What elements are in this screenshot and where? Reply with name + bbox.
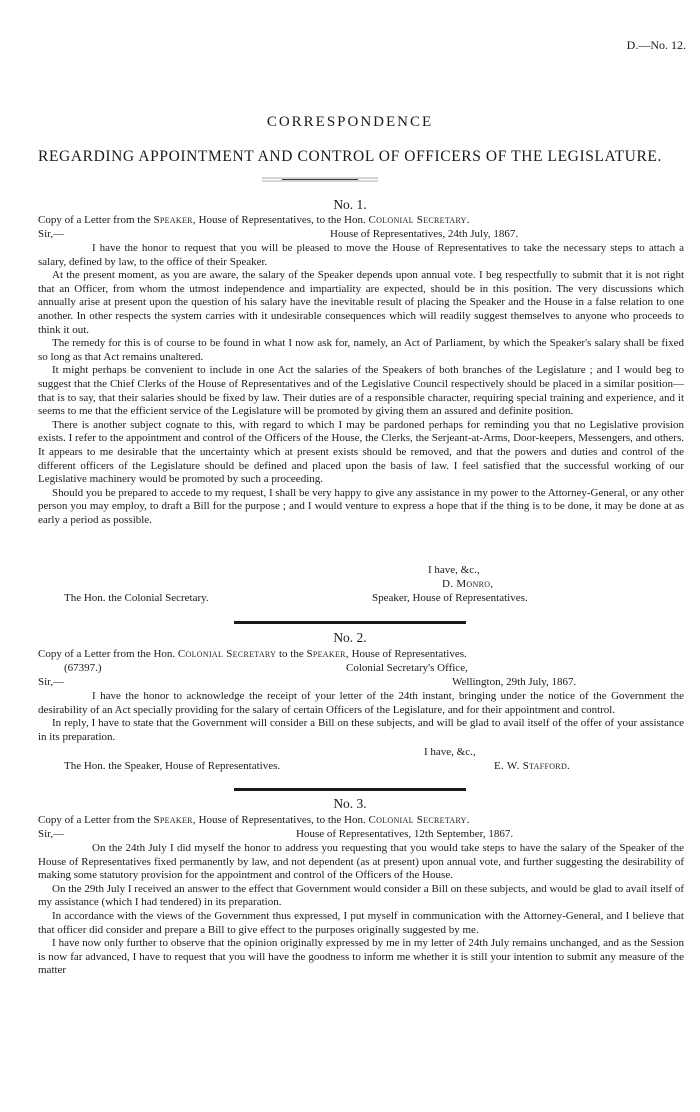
- section-divider: [234, 621, 466, 624]
- letter-1-closing: I have, &c.,: [428, 564, 480, 576]
- letter-2-addressee: The Hon. the Speaker, House of Representatives.: [64, 760, 281, 772]
- paragraph: I have the honor to acknowledge the receipt of your letter of the 24th instant, bringing under the notice of the Government the desirability of an Act specially providing for the salary of certain Officers of the Legislature, and for their appointment and control.: [38, 690, 684, 716]
- paragraph: Should you be prepared to accede to my request, I shall be very happy to give any assistance in my power to the Attorney-General, or any other person you may employ, to draft a Bill for the purpose ; and I would venture to express a hope that if the thing is to be done, it may be done at as early a period as possible.: [38, 486, 684, 526]
- letter-2-from: Colonial Secretary: [177, 648, 277, 660]
- letter-2-signature: E. W. Stafford.: [494, 760, 571, 772]
- document-id: D.—No. 12.: [626, 38, 686, 52]
- letter-3-to: Colonial Secretary.: [368, 814, 470, 826]
- letter-2-caption: Copy of a Letter from the Hon. Colonial Secretary to the Speaker, House of Representatives.: [38, 648, 467, 660]
- letter-3-body: [38, 842, 684, 978]
- letter-2-number: No. 2.: [333, 630, 367, 645]
- letter-2-closing: I have, &c.,: [424, 746, 476, 758]
- paragraph: On the 24th July I did myself the honor to address you requesting that you would take steps to have the salary of the Speaker of the House of Representatives fixed permanently by law, and not dependent (as at present) upon annual vote, and further suggesting the desirability of making some statutory provision for the appointment and control of the Officers of the House.: [38, 842, 684, 882]
- section-divider: [234, 788, 466, 791]
- paragraph: The remedy for this is of course to be found in what I now ask for, namely, an Act of Parliament, by which the Speaker's salary shall be fixed so long as that Act remains unaltered.: [38, 337, 684, 363]
- paragraph: There is another subject cognate to this, with regard to which I may be pardoned perhaps for reminding you that no Legislative provision exists. I refer to the appointment and control of the Officers of the House, the Clerks, the Serjeant-at-Arms, Door-keepers, Messengers, and others. It appears to me desirable that the uncertainty which at present exists should be removed, and that the powers and duties and control of the different officers of the Legislature should be defined and placed upon the basis of law. I feel satisfied that the successful working of our Legislative machinery would be promoted by such a proceeding.: [38, 418, 684, 486]
- paragraph: In accordance with the views of the Government thus expressed, I put myself in communication with the Attorney-General, and I believe that that officer did consider and prepare a Bill to give effect to the purposes originally suggested by me.: [38, 909, 684, 936]
- letter-1-to: Colonial Secretary.: [368, 214, 470, 226]
- paragraph: It might perhaps be convenient to include in one Act the salaries of the Speakers of both branches of the Legislature ; and I would beg to suggest that the Chief Clerks of the House of Representatives and of the Legislative Council respectively should be placed in a similar position—that is to say, that their salaries should be fixed by law. Their duties are of a responsible character, requiring special training and experience, and it seems to me that the efficient service of the Legislature will be promoted by giving them an assured and definite position.: [38, 364, 684, 418]
- letter-1-from: Speaker,: [153, 214, 196, 226]
- letter-1-body: [38, 242, 684, 527]
- document-title: CORRESPONDENCE: [266, 114, 434, 130]
- ornamental-rule: [262, 176, 378, 182]
- letter-1-signature: D. Monro,: [442, 578, 494, 590]
- paragraph: I have the honor to request that you will be pleased to move the House of Representatives to take the necessary steps to attach a salary, defined by law, to the office of their Speaker.: [38, 242, 684, 268]
- letter-2-place-date: Wellington, 29th July, 1867.: [452, 676, 577, 688]
- letter-1-addressee: The Hon. the Colonial Secretary.: [64, 592, 209, 604]
- letter-2-salutation: Sir,—: [38, 676, 65, 688]
- letter-3-salutation: Sir,—: [38, 828, 65, 840]
- letter-3-place-date: House of Representatives, 12th September, 1867.: [296, 828, 514, 840]
- letter-3-from: Speaker,: [153, 814, 196, 826]
- letter-2-ref: (67397.): [64, 662, 102, 674]
- letter-3-caption: Copy of a Letter from the Speaker, House of Representatives, to the Hon. Colonial Secretary.: [38, 814, 470, 826]
- letter-1-number: No. 1.: [333, 197, 367, 212]
- paragraph: At the present moment, as you are aware, the salary of the Speaker depends upon annual vote. I beg respectfully to submit that it is not right that an Officer, from whom the utmost independence and impartiality are expected, should be in this position. The very discussions which annually arise at present upon the question of his salary have the inevitable result of placing the Speaker and the House in a false relation to one another. In other respects the system carries with it undesirable consequences which will readily suggest themselves to anyone who proceeds to think it out.: [38, 269, 684, 336]
- paragraph: On the 29th July I received an answer to the effect that Government would consider a Bill on these subjects, and would be glad to avail itself of my assistance (which I had tendered) in its preparation.: [38, 882, 684, 909]
- letter-2-to: Speaker,: [306, 648, 349, 660]
- letter-1-caption: Copy of a Letter from the Speaker, House of Representatives, to the Hon. Colonial Secretary.: [38, 214, 470, 226]
- letter-1-place-date: House of Representatives, 24th July, 1867.: [330, 228, 519, 240]
- letter-1-signer-title: Speaker, House of Representatives.: [372, 592, 528, 604]
- letter-1-salutation: Sir,—: [38, 228, 65, 240]
- document-subtitle: REGARDING APPOINTMENT AND CONTROL OF OFFICERS OF THE LEGISLATURE.: [38, 148, 662, 165]
- letter-2-body: [38, 690, 684, 744]
- paragraph: I have now only further to observe that the opinion originally expressed by me in my letter of 24th July remains unchanged, and as the Session is now far advanced, I have to request that you will have the goodness to inform me whether it is still your intention to submit any measure of the matter: [38, 937, 684, 977]
- paragraph: In reply, I have to state that the Government will consider a Bill on these subjects, and will be glad to avail itself of the offer of your assistance in its preparation.: [38, 717, 684, 743]
- letter-3-number: No. 3.: [333, 796, 367, 811]
- letter-2-office: Colonial Secretary's Office,: [346, 662, 468, 674]
